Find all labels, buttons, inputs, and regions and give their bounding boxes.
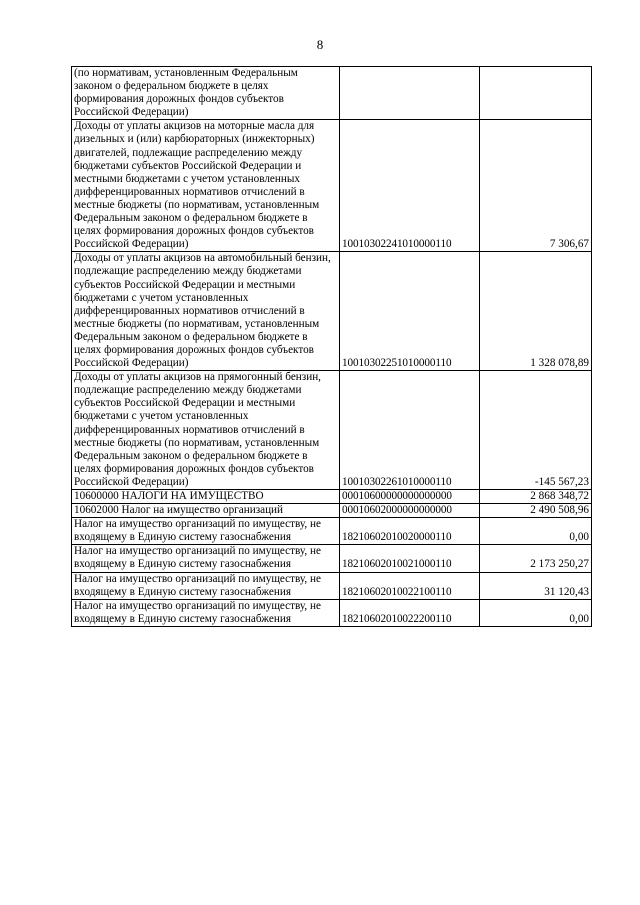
revenue-code-cell xyxy=(340,67,480,120)
revenue-amount-cell: 0,00 xyxy=(480,599,592,626)
table-row xyxy=(72,504,592,518)
revenue-table xyxy=(71,66,592,627)
revenue-name-cell: 10602000 Налог на имущество организаций xyxy=(72,504,340,518)
revenue-name-cell: Доходы от уплаты акцизов на автомобильный бензин, подлежащие распределению между бюджетами субъектов Российской Федерации и местными бюджетами с учетом установленных дифференцированных нормативов отчислений в местные бюджеты (по нормативам, установленным Федеральным законом о федеральном бюджете в целях формирования дорожных фондов субъектов Российской Федерации) xyxy=(72,252,340,371)
table-row xyxy=(72,572,592,599)
revenue-code-cell: 00010600000000000000 xyxy=(340,490,480,504)
table-row xyxy=(72,120,592,252)
revenue-name-cell: Налог на имущество организаций по имуществу, не входящему в Единую систему газоснабжения xyxy=(72,572,340,599)
revenue-name-cell: Доходы от уплаты акцизов на прямогонный бензин, подлежащие распределению между бюджетами субъектов Российской Федерации и местными бюджетами с учетом установленных дифференцированных нормативов отчислений в местные бюджеты (по нормативам, установленным Федеральным законом о федеральном бюджете в целях формирования дорожных фондов субъектов Российской Федерации) xyxy=(72,371,340,490)
revenue-code-cell: 18210602010020000110 xyxy=(340,518,480,545)
revenue-code-cell: 10010302261010000110 xyxy=(340,371,480,490)
revenue-amount-cell: 31 120,43 xyxy=(480,572,592,599)
revenue-code-cell: 10010302241010000110 xyxy=(340,120,480,252)
revenue-name-cell: 10600000 НАЛОГИ НА ИМУЩЕСТВО xyxy=(72,490,340,504)
table-row xyxy=(72,67,592,120)
revenue-name-cell: Доходы от уплаты акцизов на моторные масла для дизельных и (или) карбюраторных (инжекторных) двигателей, подлежащие распределению между бюджетами субъектов Российской Федерации и местными бюджетами с учетом установленных дифференцированных нормативов отчислений в местные бюджеты (по нормативам, установленным Федеральным законом о федеральном бюджете в целях формирования дорожных фондов субъектов Российской Федерации) xyxy=(72,120,340,252)
revenue-code-cell: 00010602000000000000 xyxy=(340,504,480,518)
revenue-name-cell: (по нормативам, установленным Федеральным законом о федеральном бюджете в целях формирования дорожных фондов субъектов Российской Федерации) xyxy=(72,67,340,120)
revenue-amount-cell: 1 328 078,89 xyxy=(480,252,592,371)
revenue-code-cell: 18210602010022100110 xyxy=(340,572,480,599)
revenue-amount-cell: -145 567,23 xyxy=(480,371,592,490)
revenue-amount-cell: 2 868 348,72 xyxy=(480,490,592,504)
revenue-name-cell: Налог на имущество организаций по имуществу, не входящему в Единую систему газоснабжения xyxy=(72,599,340,626)
revenue-amount-cell: 2 490 508,96 xyxy=(480,504,592,518)
revenue-code-cell: 18210602010021000110 xyxy=(340,545,480,572)
table-row xyxy=(72,518,592,545)
table-row xyxy=(72,599,592,626)
table-row xyxy=(72,545,592,572)
revenue-name-cell: Налог на имущество организаций по имуществу, не входящему в Единую систему газоснабжения xyxy=(72,518,340,545)
revenue-amount-cell: 0,00 xyxy=(480,518,592,545)
table-row xyxy=(72,252,592,371)
revenue-amount-cell xyxy=(480,67,592,120)
revenue-amount-cell: 7 306,67 xyxy=(480,120,592,252)
revenue-code-cell: 18210602010022200110 xyxy=(340,599,480,626)
revenue-amount-cell: 2 173 250,27 xyxy=(480,545,592,572)
table-row xyxy=(72,490,592,504)
page-number: 8 xyxy=(316,37,324,52)
revenue-code-cell: 10010302251010000110 xyxy=(340,252,480,371)
table-row xyxy=(72,371,592,490)
revenue-name-cell: Налог на имущество организаций по имуществу, не входящему в Единую систему газоснабжения xyxy=(72,545,340,572)
